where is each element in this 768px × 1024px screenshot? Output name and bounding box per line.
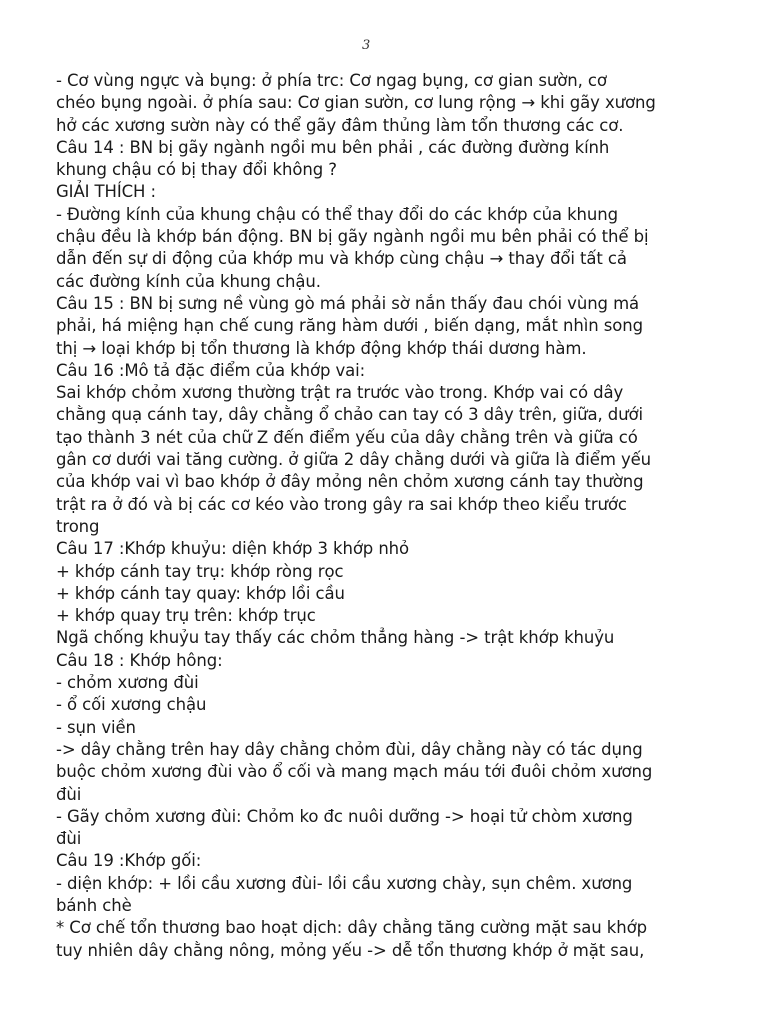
text-line: tuy nhiên dây chằng nông, mỏng yếu -> dễ tổn thương khớp ở mặt sau, (56, 940, 645, 960)
text-line: của khớp vai vì bao khớp ở đây mỏng nên chỏm xương cánh tay thường (56, 472, 644, 492)
question-heading: Câu 16 :Mô tả đặc điểm của khớp vai: (56, 360, 366, 380)
text-line: phải, há miệng hạn chế cung răng hàm dưới , biến dạng, mắt nhìn song (56, 316, 643, 336)
text-line: gân cơ dưới vai tăng cường. ở giữa 2 dây chằng dưới và giữa là điểm yếu (56, 450, 652, 470)
text-line: chằng quạ cánh tay, dây chằng ổ chảo can tay có 3 dây trên, giữa, dưới (56, 405, 643, 425)
text-line: chậu đều là khớp bán động. BN bị gãy ngành ngồi mu bên phải có thể bị (56, 227, 649, 247)
text-line: chéo bụng ngoài. ở phía sau: Cơ gian sườn, cơ lung rộng → khi gãy xương (56, 93, 656, 113)
list-item: + khớp quay trụ trên: khớp trục (56, 606, 316, 626)
question-heading: Câu 15 : BN bị sưng nề vùng gò má phải sờ nắn thấy đau chói vùng má (56, 293, 640, 313)
document-body (56, 70, 716, 962)
text-line: - diện khớp: + lồi cầu xương đùi- lồi cầu xương chày, sụn chêm. xương (56, 873, 633, 893)
list-item: - ổ cối xương chậu (56, 695, 207, 715)
question-heading: Câu 18 : Khớp hông: (56, 650, 223, 670)
text-line: Ngã chống khuỷu tay thấy các chỏm thẳng hàng -> trật khớp khuỷu (56, 628, 615, 648)
text-line: thị → loại khớp bị tổn thương là khớp động khớp thái dương hàm. (56, 338, 587, 358)
list-item: - chỏm xương đùi (56, 673, 199, 693)
text-line: hở các xương sườn này có thể gãy đâm thủng làm tổn thương các cơ. (56, 115, 624, 135)
text-line: dẫn đến sự di động của khớp mu và khớp cùng chậu → thay đổi tất cả (56, 249, 627, 269)
text-line: * Cơ chế tổn thương bao hoạt dịch: dây chằng tăng cường mặt sau khớp (56, 918, 647, 938)
list-item: + khớp cánh tay quay: khớp lồi cầu (56, 583, 345, 603)
question-heading: Câu 19 :Khớp gối: (56, 851, 202, 871)
page-number: 3 (362, 38, 371, 53)
text-line: trong (56, 516, 100, 536)
text-line: -> dây chằng trên hay dây chằng chỏm đùi, dây chằng này có tác dụng (56, 739, 643, 759)
text-line: đùi (56, 829, 82, 849)
text-line: bánh chè (56, 895, 132, 915)
text-line: đùi (56, 784, 82, 804)
text-line: các đường kính của khung chậu. (56, 271, 321, 291)
section-heading: GIẢI THÍCH : (56, 182, 156, 202)
text-line: khung chậu có bị thay đổi không ? (56, 160, 337, 180)
text-line: trật ra ở đó và bị các cơ kéo vào trong gây ra sai khớp theo kiểu trước (56, 494, 627, 514)
list-item: - sụn viền (56, 717, 136, 737)
text-line: - Gãy chỏm xương đùi: Chỏm ko đc nuôi dưỡng -> hoại tử chòm xương (56, 806, 633, 826)
question-heading: Câu 17 :Khớp khuỷu: diện khớp 3 khớp nhỏ (56, 539, 410, 559)
text-line: Sai khớp chỏm xương thường trật ra trước vào trong. Khớp vai có dây (56, 383, 624, 403)
list-item: + khớp cánh tay trụ: khớp ròng rọc (56, 561, 344, 581)
question-heading: Câu 14 : BN bị gãy ngành ngồi mu bên phải , các đường đường kính (56, 137, 610, 157)
text-line: - Đường kính của khung chậu có thể thay đổi do các khớp của khung (56, 204, 618, 224)
text-line: tạo thành 3 nét của chữ Z đến điểm yếu của dây chằng trên và giữa có (56, 427, 638, 447)
text-line: buộc chỏm xương đùi vào ổ cối và mang mạch máu tới đuôi chỏm xương (56, 762, 653, 782)
text-line: - Cơ vùng ngực và bụng: ở phía trc: Cơ ngag bụng, cơ gian sườn, cơ (56, 71, 607, 90)
